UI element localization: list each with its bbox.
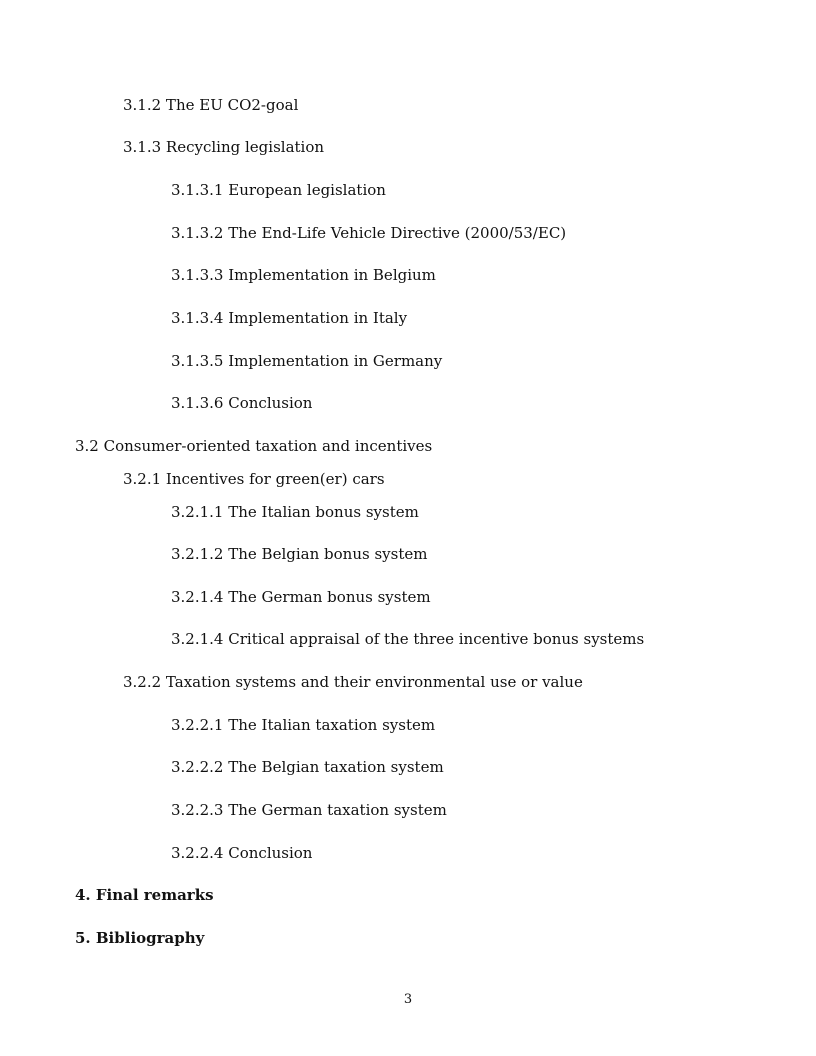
toc-entry-3-1-3-6: 3.1.3.6 Conclusion [171, 394, 313, 412]
toc-entry-3-1-3-3: 3.1.3.3 Implementation in Belgium [171, 266, 436, 284]
toc-entry-3-2-2-3: 3.2.2.3 The German taxation system [171, 801, 447, 819]
toc-entry-3-1-3-2: 3.1.3.2 The End-Life Vehicle Directive (2000/53/EC) [171, 224, 567, 242]
toc-entry-3-2-1-4: 3.2.1.4 Critical appraisal of the three incentive bonus systems [171, 630, 645, 648]
toc-entry-3-2-2-2: 3.2.2.2 The Belgian taxation system [171, 758, 444, 776]
toc-entry-3-2-2-4: 3.2.2.4 Conclusion [171, 844, 313, 862]
page-number: 3 [403, 992, 413, 1007]
toc-entry-3-2-2-1: 3.2.2.1 The Italian taxation system [171, 716, 436, 734]
toc-entry-5: 5. Bibliography [75, 929, 205, 947]
toc-entry-3-1-2: 3.1.2 The EU CO2-goal [123, 96, 299, 114]
toc-entry-3-2-2: 3.2.2 Taxation systems and their environmental use or value [123, 673, 583, 691]
toc-entry-3-1-3: 3.1.3 Recycling legislation [123, 138, 325, 156]
toc-entry-3-2-1-3: 3.2.1.4 The German bonus system [171, 588, 431, 606]
toc-entry-3-1-3-4: 3.1.3.4 Implementation in Italy [171, 309, 408, 327]
toc-entry-3-2: 3.2 Consumer-oriented taxation and incentives [75, 437, 433, 455]
toc-entry-3-2-1-2: 3.2.1.2 The Belgian bonus system [171, 545, 428, 563]
toc-entry-3-1-3-5: 3.1.3.5 Implementation in Germany [171, 352, 443, 370]
toc-entry-3-1-3-1: 3.1.3.1 European legislation [171, 181, 386, 199]
toc-entry-4: 4. Final remarks [75, 886, 214, 904]
toc-entry-3-2-1: 3.2.1 Incentives for green(er) cars [123, 470, 385, 488]
toc-entry-3-2-1-1: 3.2.1.1 The Italian bonus system [171, 503, 419, 521]
